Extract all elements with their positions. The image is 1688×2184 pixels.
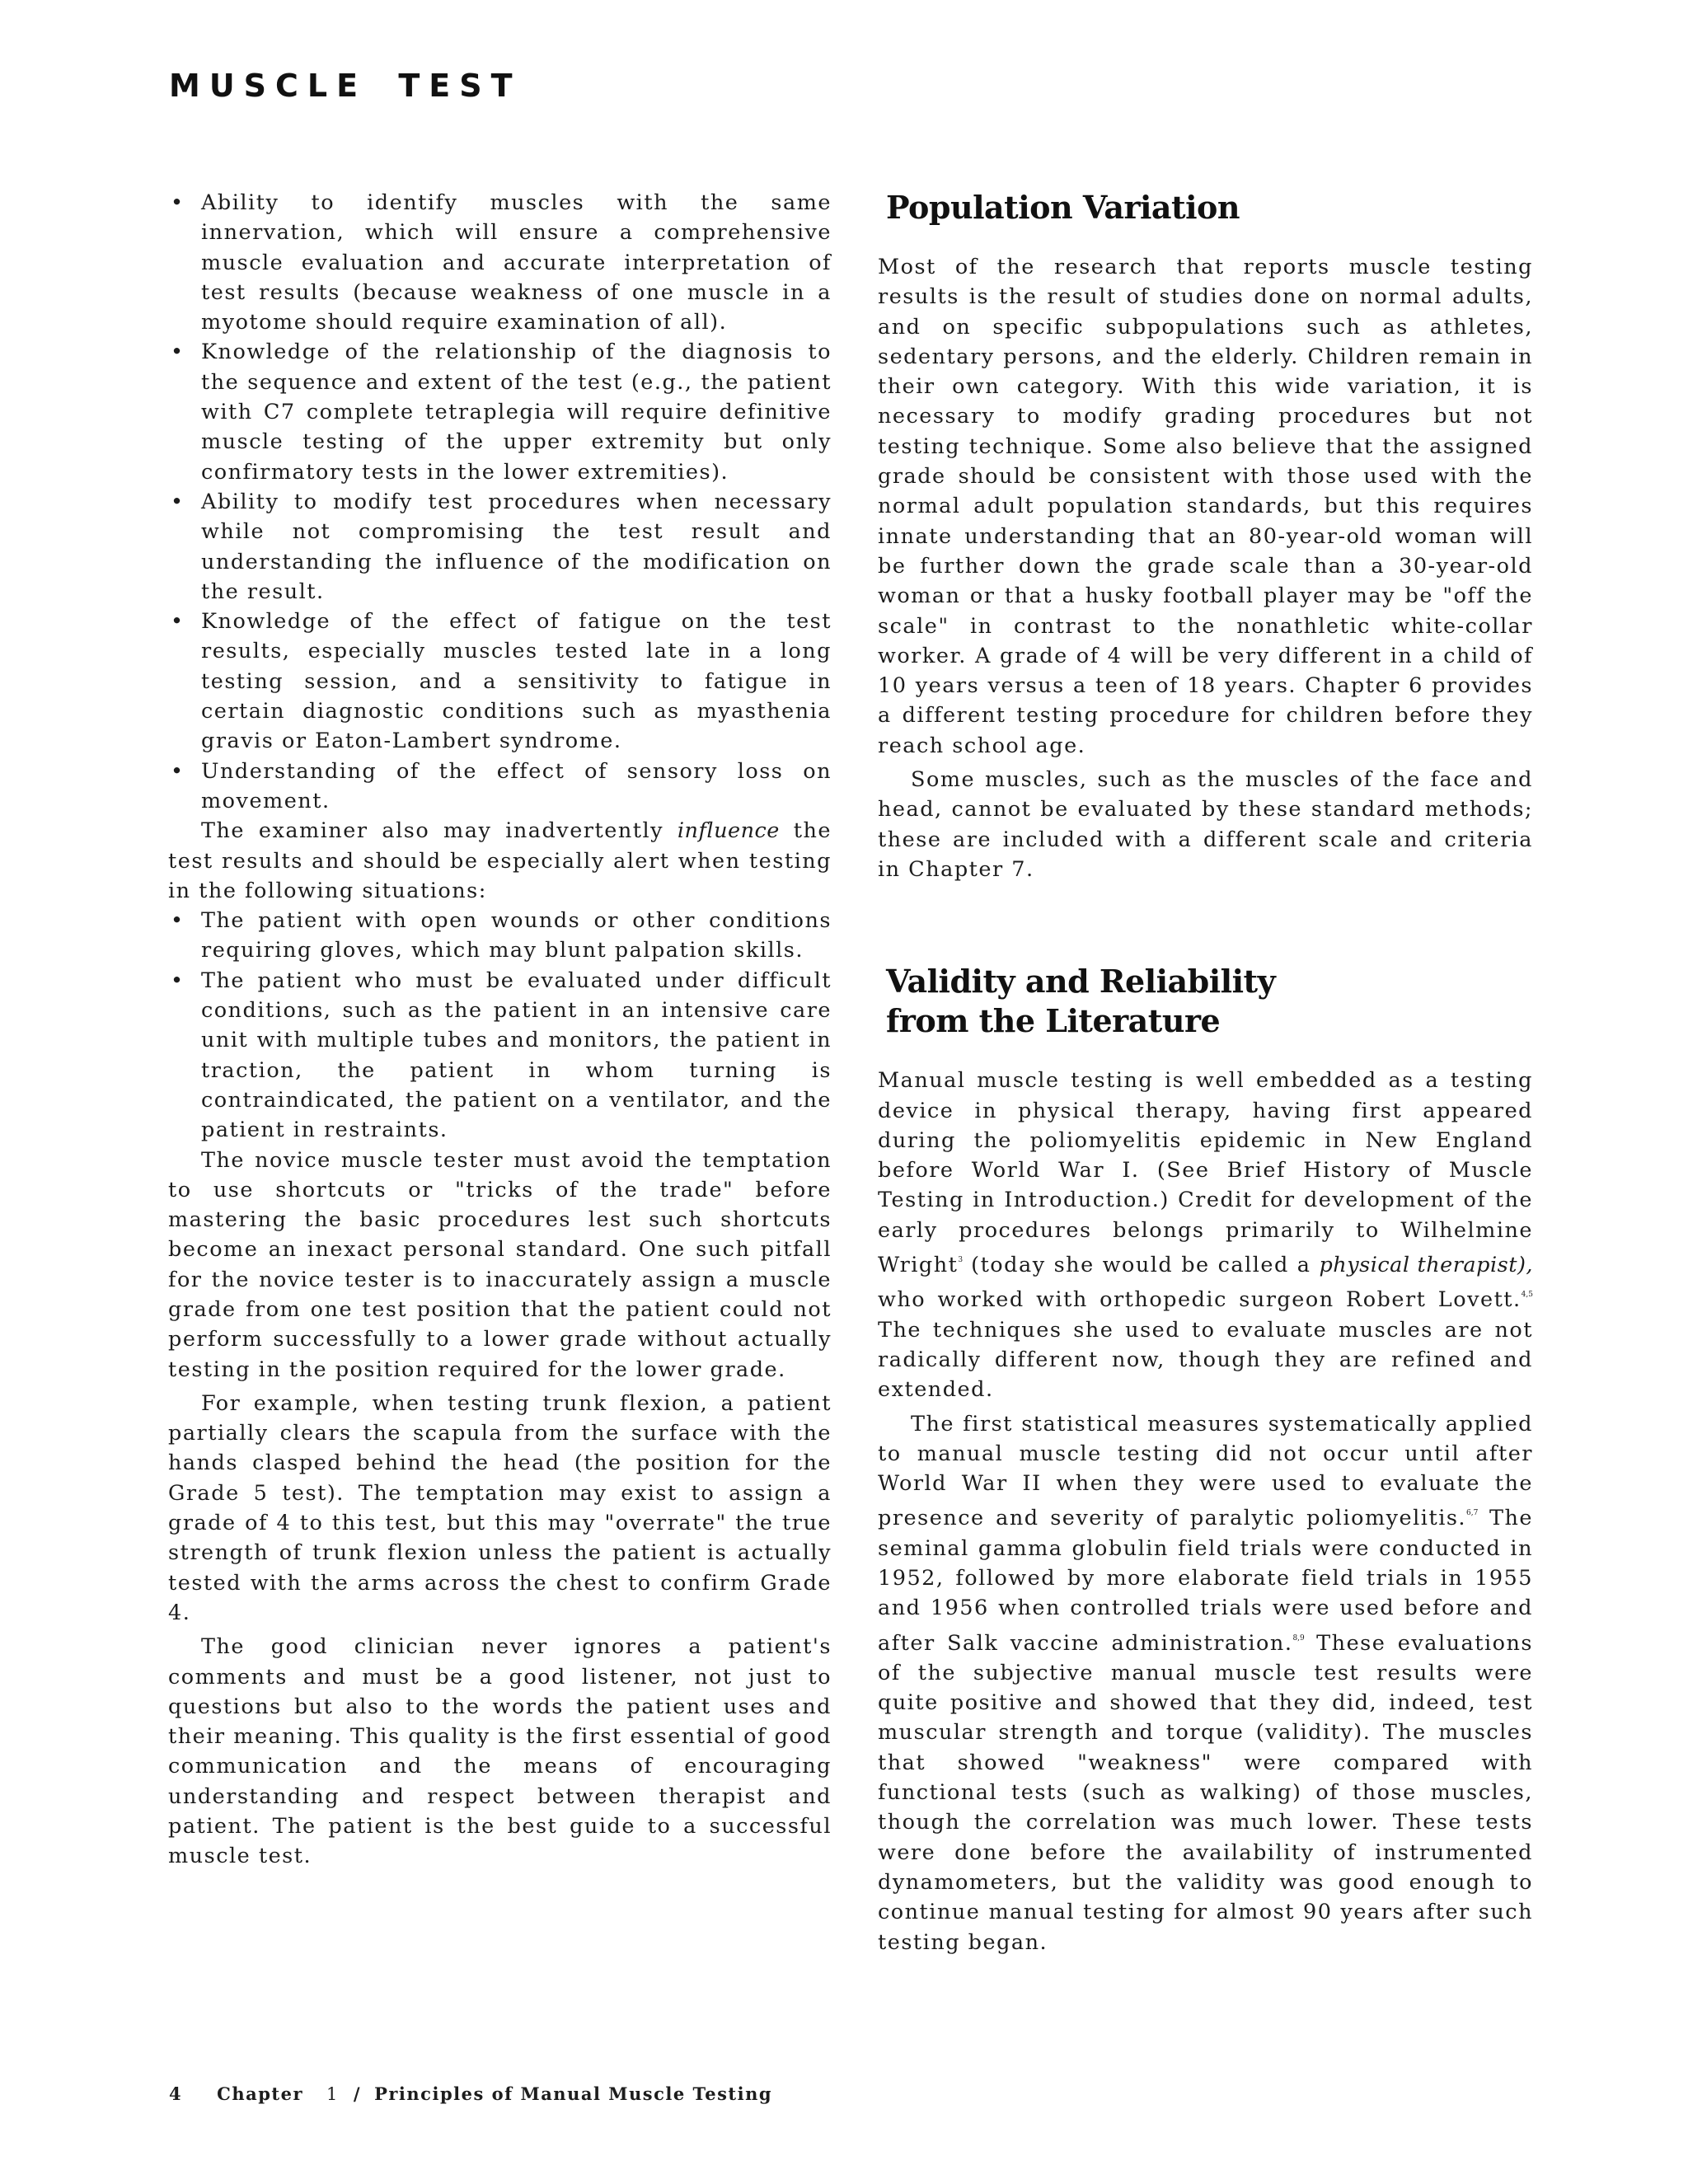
list-item-text: Ability to modify test procedures when necessary while not compromising the test result and understanding the influence of the modification on the result. bbox=[201, 489, 832, 604]
page-number: 4 bbox=[169, 2083, 183, 2104]
paragraph-text: who worked with orthopedic surgeon Robert Lovett. bbox=[878, 1287, 1522, 1313]
bullet-icon: • bbox=[171, 609, 185, 635]
list-item bbox=[168, 966, 832, 1146]
paragraph-text: The seminal gamma globulin field trials were conducted in 1952, followed by more elaborate field trials in 1955 and 1956 when controlled trials were used before and after Salk vaccine administration. bbox=[878, 1506, 1533, 1656]
bullet-icon: • bbox=[171, 340, 185, 365]
right-column bbox=[878, 188, 1533, 1957]
paragraph-text: The examiner also may inadvertently bbox=[201, 818, 678, 844]
section-heading-population: Population Variation bbox=[886, 189, 1240, 226]
reference-superscript: 3 bbox=[958, 1256, 964, 1265]
paragraph-text: (today she would be called a bbox=[963, 1253, 1320, 1278]
paragraph-validity-1 bbox=[878, 1066, 1533, 1404]
chapter-label: Chapter bbox=[217, 2083, 304, 2104]
reference-superscript: 4,5 bbox=[1521, 1291, 1533, 1300]
running-header: MUSCLE TEST bbox=[169, 68, 522, 104]
paragraph-text: The techniques she used to evaluate muscles are not radically different now, though they are refined and extended. bbox=[878, 1317, 1533, 1403]
chapter-title: Principles of Manual Muscle Testing bbox=[374, 2083, 773, 2104]
list-item bbox=[168, 337, 832, 486]
emphasis-text: influence bbox=[677, 818, 780, 844]
footer-separator: / bbox=[353, 2083, 362, 2104]
list-item bbox=[168, 188, 832, 337]
reference-superscript: 8,9 bbox=[1292, 1633, 1305, 1643]
bullet-list-situations bbox=[168, 906, 832, 1145]
paragraph-text: Manual muscle testing is well embedded as a testing device in physical therapy, having first appeared during the poliomyelitis epidemic in New England before World War I. (See Brief History of Muscle Testing in Introduction.) Credit for development of the early procedures belongs primarily to Wilhelmine Wright bbox=[878, 1068, 1533, 1278]
bullet-icon: • bbox=[171, 489, 185, 514]
heading-line: Validity and Reliability bbox=[886, 963, 1276, 1001]
list-item bbox=[168, 906, 832, 966]
list-item-text: The patient who must be evaluated under difficult conditions, such as the patient in an intensive care unit with multiple tubes and monitors, the patient in traction, the patient in whom turning is contraindicated, the patient on a ventilator, and the patient in restraints. bbox=[201, 968, 832, 1143]
chapter-number: 1 bbox=[326, 2084, 339, 2104]
bullet-list-skills bbox=[168, 188, 832, 816]
list-item bbox=[168, 487, 832, 607]
bullet-icon: • bbox=[171, 758, 185, 784]
paragraph-clinician: The good clinician never ignores a patient's comments and must be a good listener, not just to questions but also to the words the patient uses and their meaning. This quality is the first essential of good communication and the means of encouraging understanding and respect between therapist and patient. The patient is the best guide to a successful muscle test. bbox=[168, 1634, 832, 1869]
paragraph-text: The first statistical measures systematically applied to manual muscle testing did not occur until after World War II when they were used to evaluate the presence and severity of paralytic poliomyelitis. bbox=[878, 1411, 1533, 1531]
reference-superscript: 6,7 bbox=[1466, 1509, 1479, 1518]
paragraph-text: the test results and should be especially alert when testing in the following situations: bbox=[168, 818, 832, 903]
paragraph-novice: The novice muscle tester must avoid the temptation to use shortcuts or "tricks of the trade" before mastering the basic procedures lest such shortcuts become an inexact personal standard. One such pitfall for the novice tester is to inaccurately assign a muscle grade from one test position that the patient could not perform successfully to a lower grade without actually testing in the position required for the lower grade. bbox=[168, 1147, 832, 1382]
paragraph-text: These evaluations of the subjective manual muscle test results were quite positive and showed that they did, indeed, test muscular strength and torque (validity). The muscles that showed "weakness" were compared with functional tests (such as walking) of those muscles, though the correlation was much lower. These tests were done before the availability of instrumented dynamometers, but the validity was good enough to continue manual testing for almost 90 years after such testing began. bbox=[878, 1630, 1534, 1955]
bullet-icon: • bbox=[171, 968, 185, 993]
left-column bbox=[168, 188, 832, 1872]
paragraph-influence bbox=[168, 816, 832, 906]
paragraph-population-2: Some muscles, such as the muscles of the face and head, cannot be evaluated by these standard methods; these are included with a different scale and criteria in Chapter 7. bbox=[878, 767, 1533, 882]
list-item bbox=[168, 607, 832, 756]
list-item-text: Ability to identify muscles with the same innervation, which will ensure a comprehensive muscle evaluation and accurate interpretation of test results (because weakness of one muscle in a myotome should require examination of all). bbox=[201, 190, 832, 335]
heading-line: from the Literature bbox=[886, 1002, 1221, 1040]
list-item bbox=[168, 757, 832, 817]
list-item-text: Knowledge of the effect of fatigue on the test results, especially muscles tested late in a long testing session, and a sensitivity to fatigue in certain diagnostic conditions such as myasthenia gravis or Eaton-Lambert syndrome. bbox=[201, 609, 832, 754]
paragraph-validity-2 bbox=[878, 1409, 1533, 1957]
bullet-icon: • bbox=[171, 190, 185, 215]
section-heading-validity bbox=[886, 962, 1533, 1041]
page-footer bbox=[169, 2083, 795, 2104]
paragraph-example: For example, when testing trunk flexion, a patient partially clears the scapula from the surface with the hands clasped behind the head (the position for the Grade 5 test). The temptation may exist to assign a grade of 4 to this test, but this may "overrate" the true strength of trunk flexion unless the patient is actually tested with the arms across the chest to confirm Grade 4. bbox=[168, 1390, 832, 1625]
paragraph-population-1: Most of the research that reports muscle testing results is the result of studies done on normal adults, and on specific subpopulations such as athletes, sedentary persons, and the elderly. Children remain in their own category. With this wide variation, it is necessary to modify grading procedures but not testing technique. Some also believe that the assigned grade should be consistent with those used with the normal adult population standards, but this requires innate understanding that an 80-year-old woman will be further down the grade scale than a 30-year-old woman or that a husky football player may be "off the scale" in contrast to the nonathletic white-collar worker. A grade of 4 will be very different in a child of 10 years versus a teen of 18 years. Chapter 6 provides a different testing procedure for children before they reach school age. bbox=[878, 255, 1533, 758]
bullet-icon: • bbox=[171, 908, 185, 934]
list-item-text: Understanding of the effect of sensory loss on movement. bbox=[201, 758, 832, 813]
list-item-text: The patient with open wounds or other conditions requiring gloves, which may blunt palpation skills. bbox=[201, 908, 832, 963]
emphasis-text: physical therapist), bbox=[1319, 1253, 1533, 1278]
list-item-text: Knowledge of the relationship of the diagnosis to the sequence and extent of the test (e.g., the patient with C7 complete tetraplegia will require definitive muscle testing of the upper extremity but only confirmatory tests in the lower extremities). bbox=[201, 340, 832, 485]
